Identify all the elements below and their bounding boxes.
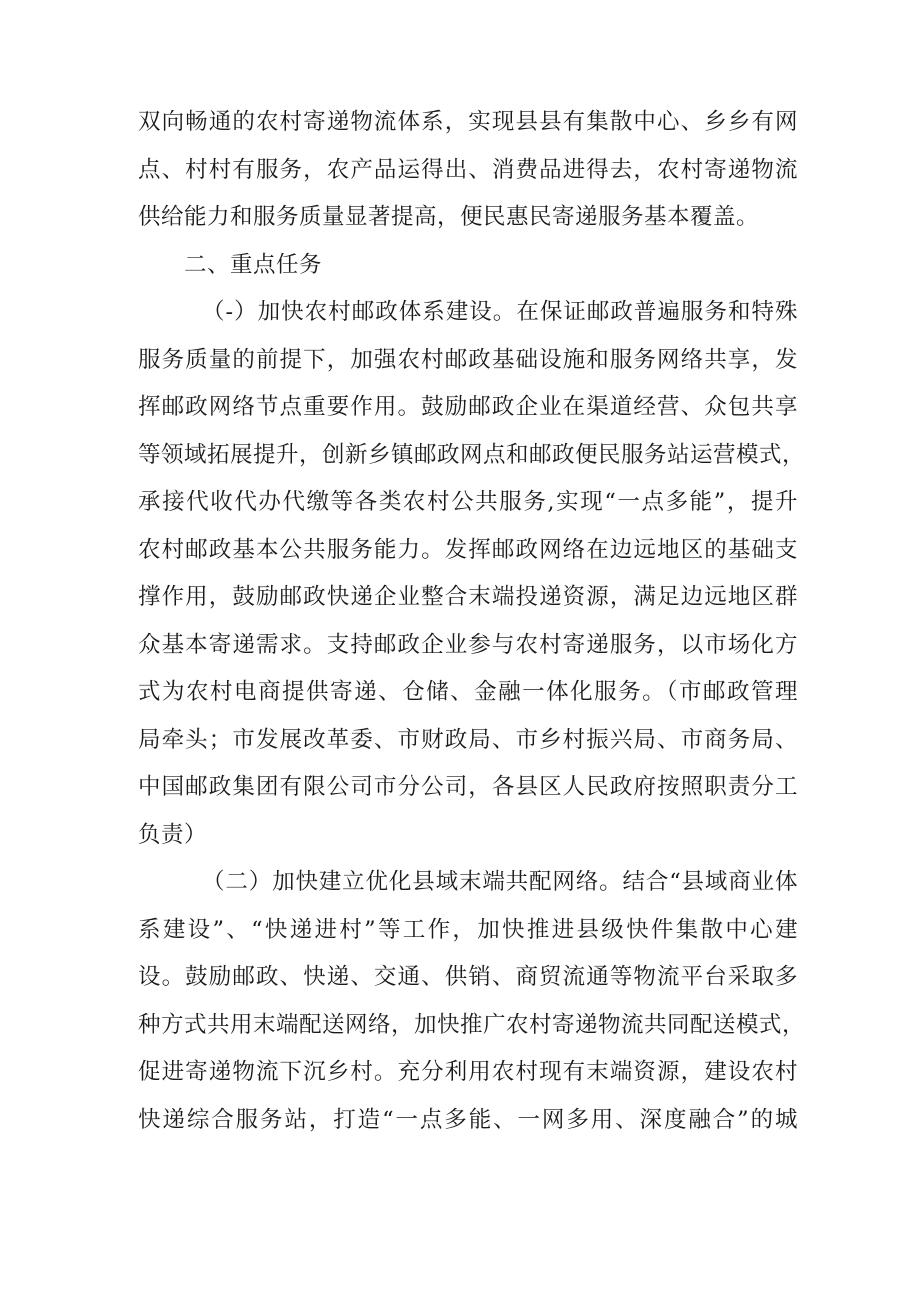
p1-line-5: 承接代收代办代缴等各类农村公共服务,实现“一点多能”，提升 [138,489,798,515]
p1-line-8: 众基本寄递需求。支持邮政企业参与农村寄递服务，以市场化方 [138,631,798,658]
p1-line-10: 局牵头；市发展改革委、市财政局、市乡村振兴局、市商务局、 [138,726,798,753]
p1-line-7: 撑作用，鼓励邮政快递企业整合末端投递资源，满足边远地区群 [138,584,798,610]
p2-line-6: 快递综合服务站，打造“一点多能、一网多用、深度融合”的城 [138,1106,798,1133]
p1-line-9: 式为农村电商提供寄递、仓储、金融一体化服务。（市邮政管理 [138,679,798,705]
p2-line-2: 系建设”、“快递进村”等工作，加快推进县级快件集散中心建 [138,916,798,943]
p1-line-3: 挥邮政网络节点重要作用。鼓励邮政企业在渠道经营、众包共享 [138,394,798,420]
p1-line-4: 等领域拓展提升，创新乡镇邮政网点和邮政便民服务站运营模式， [138,441,806,468]
intro-line-2: 点、村村有服务，农产品运得出、消费品进得去，农村寄递物流 [138,156,798,183]
section-heading: 二、重点任务 [184,251,323,278]
p2-line-5: 促进寄递物流下沉乡村。充分利用农村现有末端资源，建设农村 [138,1059,798,1085]
p1-line-11: 中国邮政集团有限公司市分公司，各县区人民政府按照职责分工 [138,774,798,800]
p2-line-1: （二）加快建立优化县域末端共配网络。结合“县域商业体 [202,869,798,895]
p1-line-1: （-）加快农村邮政体系建设。在保证邮政普遍服务和特殊 [202,299,798,325]
p1-line-6: 农村邮政基本公共服务能力。发挥邮政网络在边远地区的基础支 [138,536,798,563]
document-body [138,99,806,1144]
p2-line-4: 种方式共用末端配送网络，加快推广农村寄递物流共同配送模式， [138,1011,806,1038]
p2-line-3: 设。鼓励邮政、快递、交通、供销、商贸流通等物流平台采取多 [138,964,798,990]
intro-line-1: 双向畅通的农村寄递物流体系，实现县县有集散中心、乡乡有网 [138,109,798,135]
p1-line-2: 服务质量的前提下，加强农村邮政基础设施和服务网络共享，发 [138,346,798,373]
intro-line-3: 供给能力和服务质量显著提高，便民惠民寄递服务基本覆盖。 [138,204,760,230]
p1-line-12: 负责） [138,821,208,848]
